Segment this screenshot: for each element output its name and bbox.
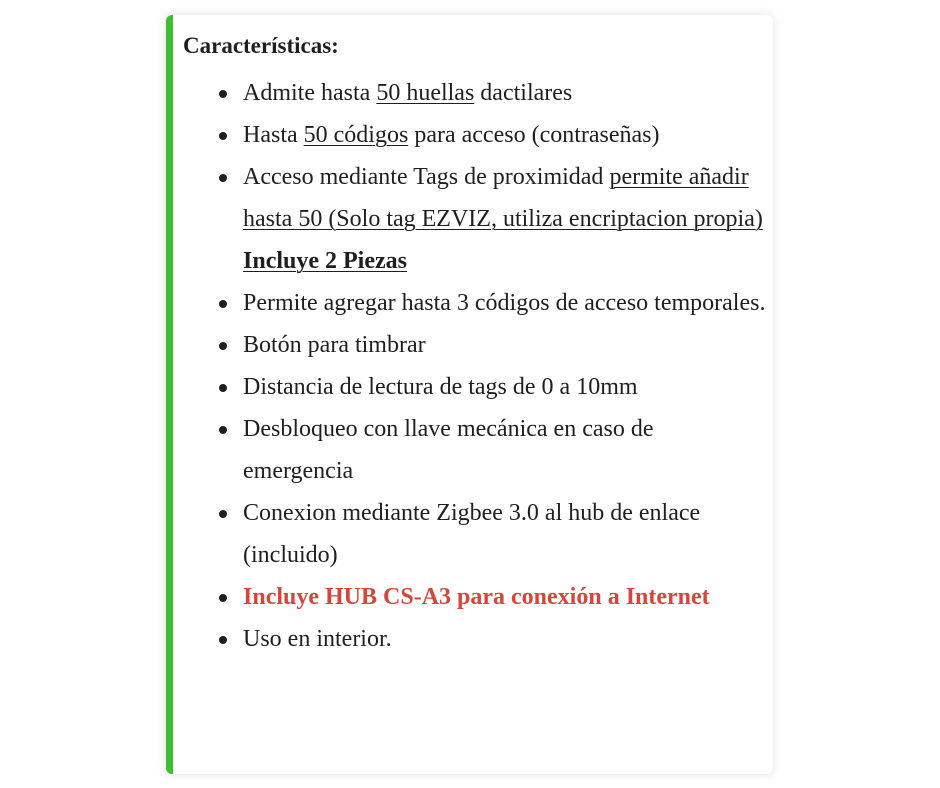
item-text: para acceso (contraseñas) — [408, 122, 660, 148]
list-item — [243, 366, 768, 408]
item-link[interactable]: 50 huellas — [376, 80, 475, 106]
features-heading: Características: — [183, 33, 339, 58]
item-text: Botón para timbrar — [243, 332, 426, 358]
list-item — [243, 408, 768, 492]
item-text: Admite hasta — [243, 80, 377, 106]
list-item — [243, 72, 768, 114]
highlight-text: Incluye HUB CS-A3 para conexión a Internet — [243, 584, 710, 610]
features-list — [243, 72, 768, 660]
features-card — [166, 15, 773, 774]
item-text: Uso en interior. — [243, 626, 392, 652]
item-link[interactable]: 50 códigos — [303, 122, 409, 148]
item-text: dactilares — [474, 80, 573, 106]
item-text: Desbloqueo con llave mecánica en caso de emergencia — [243, 416, 654, 484]
item-text: Distancia de lectura de tags de 0 a 10mm — [243, 374, 638, 400]
item-text: Hasta — [243, 122, 304, 148]
item-link[interactable]: permite añadir hasta 50 (Solo tag EZVIZ, utiliza encriptacion propia) — [243, 164, 763, 232]
list-item — [243, 114, 768, 156]
list-item — [243, 618, 768, 660]
list-item — [243, 324, 768, 366]
list-item — [243, 156, 768, 282]
item-text: Conexion mediante Zigbee 3.0 al hub de enlace (incluido) — [243, 500, 701, 568]
list-item-highlight — [243, 576, 768, 618]
item-bold-link[interactable]: Incluye 2 Piezas — [243, 248, 407, 274]
item-text: Acceso mediante Tags de proximidad — [243, 164, 610, 190]
list-item — [243, 492, 768, 576]
item-text: Permite agregar hasta 3 códigos de acceso temporales. — [243, 290, 766, 316]
list-item — [243, 282, 768, 324]
